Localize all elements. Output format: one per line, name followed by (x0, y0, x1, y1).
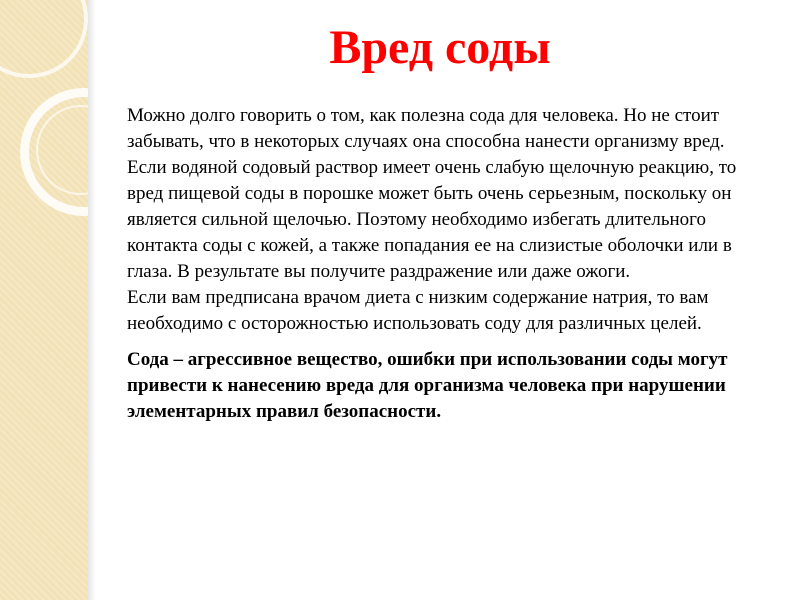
body-paragraph: Можно долго говорить о том, как полезна сода для человека. Но не стоит забывать, что в некоторых случаях она способна нанести организму вред. (127, 105, 725, 152)
body-paragraph: Если вам предписана врачом диета с низким содержание натрия, то вам необходимо с осторожностью использовать соду для различных целей. (127, 287, 709, 334)
slide-body (127, 103, 777, 425)
side-band-shadow (88, 0, 96, 600)
conclusion-paragraph: Сода – агрессивное вещество, ошибки при использовании соды могут привести к нанесению вреда для организма человека при нарушении элементарных правил безопасности. (127, 349, 728, 422)
slide-title: Вред соды (329, 21, 551, 74)
body-paragraph: Если водяной содовый раствор имеет очень слабую щелочную реакцию, то вред пищевой соды в порошке может быть очень серьезным, поскольку он является сильной щелочью. Поэтому необходимо избегать длительного контакта соды с кожей, а также попадания ее на слизистые оболочки или в глаза. В результате вы получите раздражение или даже ожоги. (127, 157, 737, 282)
decorative-ring (0, 0, 88, 78)
decorative-side-band (0, 0, 88, 600)
